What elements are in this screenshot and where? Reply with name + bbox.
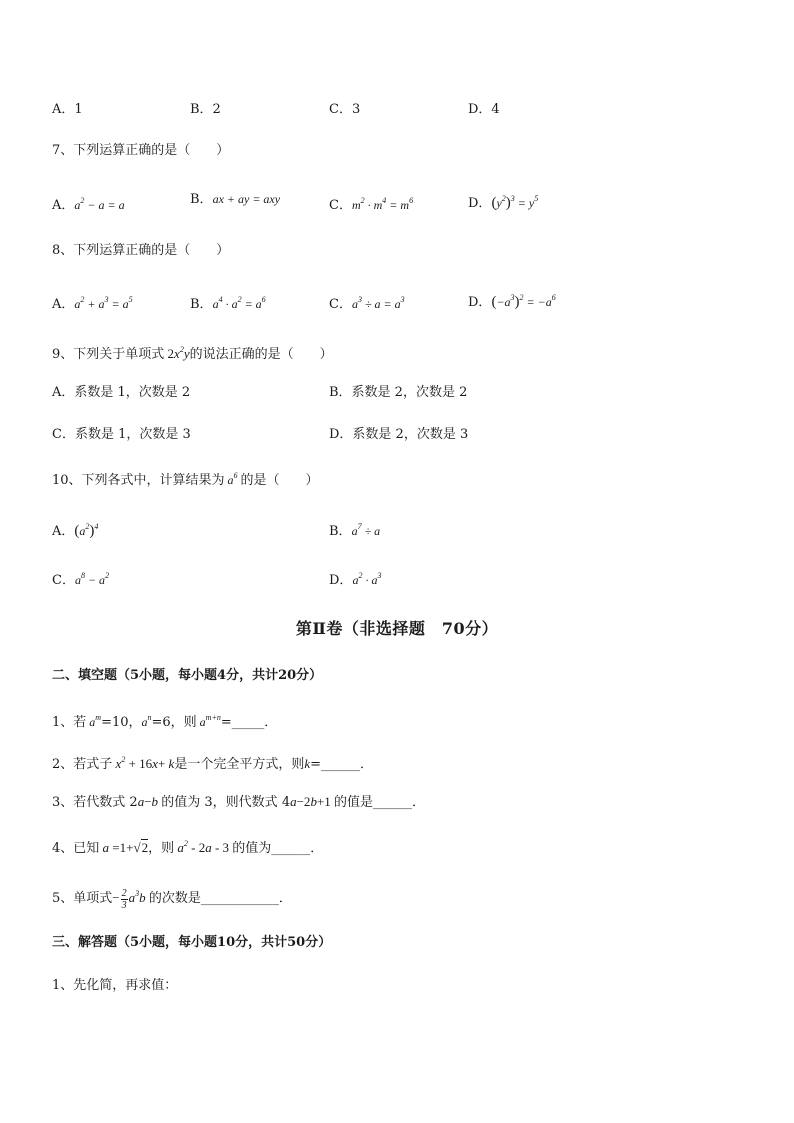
s2-q2 (52, 751, 373, 774)
q9-stem-suffix: 的说法正确的是（ ） (189, 347, 333, 362)
q10-option-c (52, 567, 109, 590)
q8-option-a (52, 291, 133, 314)
s2-q5 (52, 885, 292, 911)
q7-stem: 7、下列运算正确的是（ ） (52, 143, 230, 158)
s2-q1-mid1: =10， (101, 715, 142, 730)
q9-option-c: C．系数是 1，次数是 3 (52, 427, 191, 442)
q8-option-d (468, 289, 556, 312)
q9-option-d: D．系数是 2，次数是 3 (329, 427, 469, 442)
s2-q2-var: k (304, 756, 311, 771)
s2-q5-prefix: 5、单项式 (52, 891, 113, 906)
q7-option-d (468, 190, 538, 213)
q6-option-c: C．3 (329, 102, 361, 117)
s2-q4-expr2: $a^2 - 2a - 3$ (174, 839, 233, 855)
s2-q5-monomial: − $\frac{2}{3}$ $a^3b$ (112, 887, 149, 911)
s2-q3-suffix: 的值是______． (334, 795, 426, 810)
q10-formula-b: $a^7 \div a$ (351, 522, 381, 538)
q8-option-b (190, 291, 266, 314)
s2-q2-blank: =______． (310, 757, 374, 772)
q7-formula-d: $(y^2)^3 = y^5$ (491, 194, 539, 211)
s2-q3-mid: 的值为 3，则代数式 4 (161, 795, 291, 810)
s2-q2-prefix: 2、若式子 (52, 757, 113, 772)
s2-q4-prefix: 4、已知 (52, 841, 100, 856)
q8-label-b: B． (190, 297, 213, 312)
q10-label-b: B． (329, 524, 352, 539)
q7-formula-b: ax + ay = axy (212, 192, 281, 206)
s2-q4-expr1: a =1+√2 (99, 840, 149, 855)
q7-option-c (329, 192, 413, 215)
q10-stem-suffix: 的是（ ） (240, 473, 319, 488)
q10-stem (52, 467, 319, 490)
q9-monomial: $2x^2y$ (167, 345, 190, 361)
q9-option-a: A．系数是 1，次数是 2 (52, 385, 191, 400)
q9-stem (52, 341, 333, 364)
s2-q1-mid2: =6，则 (151, 715, 197, 730)
q8-formula-b: $a^4 \cdot a^2 = a^6$ (212, 295, 266, 311)
q9-option-b: B．系数是 2，次数是 2 (329, 385, 468, 400)
q6-option-d: D．4 (468, 102, 500, 117)
q8-formula-d: $(-a^3)^2 = -a^6$ (491, 293, 556, 310)
s2-q4 (52, 835, 323, 858)
q8-option-c (329, 291, 405, 314)
q10-label-c: C． (52, 573, 75, 588)
q10-stem-prefix: 10、下列各式中，计算结果为 (52, 473, 225, 488)
part2-title: 第Ⅱ卷（非选择题 70分） (295, 619, 499, 638)
s2-q4-suffix: 的值为______． (232, 841, 324, 856)
q7-option-b (190, 190, 280, 209)
s2-q1-expr3: $a^{m+n}$ (196, 713, 221, 729)
s2-q5-suffix: 的次数是____________． (148, 891, 292, 906)
q10-option-a (52, 518, 98, 541)
s2-q2-expr: $x^2 + 16x+ k$ (112, 755, 175, 771)
s2-q2-mid: 是一个完全平方式，则 (174, 757, 305, 772)
q7-label-a: A． (52, 198, 75, 213)
s2-q1-expr2: $a^n$ (141, 713, 152, 729)
s2-q3-expr1: a−b (137, 794, 162, 809)
q10-formula-d: $a^2 \cdot a^3$ (352, 571, 382, 587)
section3-heading: 三、解答题（5小题，每小题10分，共计50分） (52, 935, 332, 950)
q6-option-b: B．2 (190, 102, 221, 117)
q7-label-b: B． (190, 192, 213, 207)
q9-stem-prefix: 9、下列关于单项式 (52, 347, 165, 362)
q8-formula-a: $a^2 + a^3 = a^5$ (74, 295, 133, 311)
s2-q1 (52, 709, 277, 732)
q8-stem: 8、下列运算正确的是（ ） (52, 243, 230, 258)
s2-q1-expr1: $a^m$ (86, 713, 102, 729)
q8-label-d: D． (468, 295, 492, 310)
q10-label-a: A． (52, 524, 75, 539)
q6-option-a: A．1 (52, 102, 83, 117)
s2-q1-blank: =_____． (220, 715, 278, 730)
q7-option-a (52, 192, 125, 215)
q8-label-a: A． (52, 297, 75, 312)
q7-label-d: D． (468, 196, 492, 211)
s2-q3 (52, 793, 425, 812)
q10-formula-c: $a^8 - a^2$ (74, 571, 110, 587)
q7-label-c: C． (329, 198, 352, 213)
q10-option-b (329, 518, 380, 541)
q8-label-c: C． (329, 297, 352, 312)
s2-q1-prefix: 1、若 (52, 715, 87, 730)
s2-q3-prefix: 3、若代数式 2 (52, 795, 138, 810)
section2-heading: 二、填空题（5小题，每小题4分，共计20分） (52, 668, 323, 683)
q7-formula-a: $a^2 - a = a$ (74, 196, 125, 212)
q10-target: $a^6$ (224, 471, 238, 487)
s3-q1: 1、先化简，再求值： (52, 978, 178, 993)
q10-formula-a: $(a^2)^4$ (74, 522, 99, 539)
q7-formula-c: $m^2 \cdot m^4 = m^6$ (351, 196, 414, 212)
s2-q3-expr2: a−2b+1 (290, 794, 335, 809)
q10-option-d (329, 567, 381, 590)
s2-q4-mid: ，则 (148, 841, 175, 856)
q8-formula-c: $a^3 \div a = a^3$ (351, 295, 405, 311)
q10-label-d: D． (329, 573, 353, 588)
